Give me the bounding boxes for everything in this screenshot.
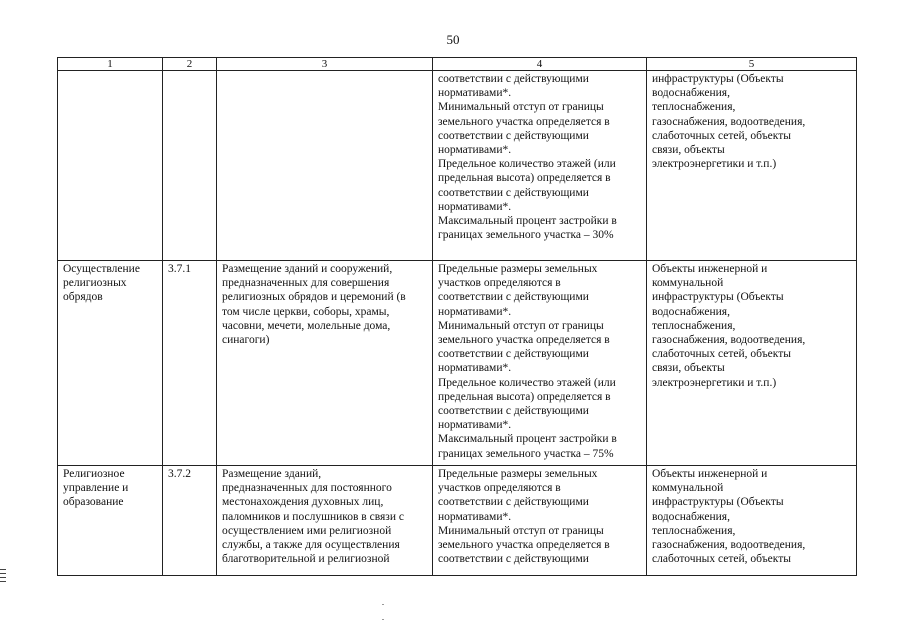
text-line: инфраструктуры (Объекты bbox=[652, 291, 784, 304]
page-number: 50 bbox=[446, 32, 460, 47]
text-line: нормативами*. bbox=[438, 305, 512, 318]
text-line: Минимальный отступ от границы bbox=[438, 101, 604, 114]
scan-speck bbox=[382, 604, 384, 605]
text-line: теплоснабжения, bbox=[652, 319, 736, 332]
use-description-cell bbox=[217, 466, 433, 576]
text-line: Предельные размеры земельных bbox=[438, 263, 598, 275]
text-line: Максимальный процент застройки в bbox=[438, 215, 617, 228]
use-name-cell bbox=[58, 466, 163, 576]
text-line: слаботочных сетей, объекты bbox=[652, 553, 791, 566]
text-line: коммунальной bbox=[652, 482, 724, 495]
text-line: участков определяются в bbox=[438, 482, 561, 495]
column-number-2: 2 bbox=[163, 58, 217, 71]
text-line: нормативами*. bbox=[438, 419, 512, 432]
text-line: слаботочных сетей, объекты bbox=[652, 129, 791, 142]
text-line: Максимальный процент застройки в bbox=[438, 433, 617, 446]
parameters-cell bbox=[433, 466, 647, 576]
text-line: предназначенных для совершения bbox=[222, 277, 390, 290]
text-line: Предельное количество этажей (или bbox=[438, 376, 616, 389]
text-line: паломников и послушников в связи с bbox=[222, 510, 404, 523]
table-header-row bbox=[58, 58, 857, 71]
column-number-4: 4 bbox=[433, 58, 647, 71]
text-line: Минимальный отступ от границы bbox=[438, 319, 604, 332]
use-description-cell bbox=[217, 261, 433, 466]
text-line: соответствии с действующими bbox=[438, 129, 589, 142]
text-line: земельного участка определяется в bbox=[438, 115, 610, 128]
text-line: границах земельного участка – 30% bbox=[438, 229, 614, 242]
text-line: коммунальной bbox=[652, 277, 724, 290]
text-line: земельного участка определяется в bbox=[438, 334, 610, 347]
use-name-cell bbox=[58, 261, 163, 466]
text-line: связи, объекты bbox=[652, 144, 725, 157]
use-description-cell bbox=[217, 71, 433, 261]
table-row bbox=[58, 261, 857, 466]
text-line: благотворительной и религиозной bbox=[222, 553, 390, 566]
text-line: Размещение зданий и сооружений, bbox=[222, 263, 393, 275]
text-line: нормативами*. bbox=[438, 87, 512, 100]
text-line: службы, а также для осуществления bbox=[222, 539, 400, 552]
text-line: религиозных bbox=[63, 277, 127, 290]
text-line: электроэнергетики и т.п.) bbox=[652, 158, 777, 171]
text-line: соответствии с действующими bbox=[438, 291, 589, 304]
text-line: водоснабжения, bbox=[652, 305, 730, 318]
text-line: часовни, мечети, молельные дома, bbox=[222, 319, 391, 332]
text-line: соответствии с действующими bbox=[438, 553, 589, 566]
parameters-cell bbox=[433, 261, 647, 466]
text-line: соответствии с действующими bbox=[438, 73, 589, 85]
text-line: инфраструктуры (Объекты bbox=[652, 73, 784, 85]
use-code-cell: 3.7.1 bbox=[163, 261, 217, 466]
text-line: нормативами*. bbox=[438, 362, 512, 375]
text-line: Размещение зданий, bbox=[222, 468, 322, 480]
text-line: местонахождения духовных лиц, bbox=[222, 496, 384, 509]
text-line: предельная высота) определяется в bbox=[438, 172, 611, 185]
table-row bbox=[58, 71, 857, 261]
text-line: предельная высота) определяется в bbox=[438, 390, 611, 403]
binding-margin-mark bbox=[0, 569, 6, 589]
text-line: газоснабжения, водоотведения, bbox=[652, 334, 806, 347]
text-line: связи, объекты bbox=[652, 362, 725, 375]
text-line: Предельные размеры земельных bbox=[438, 468, 598, 480]
text-line: Осуществление bbox=[63, 263, 140, 275]
text-line: Предельное количество этажей (или bbox=[438, 158, 616, 171]
column-number-1: 1 bbox=[58, 58, 163, 71]
use-code-cell: 3.7.2 bbox=[163, 466, 217, 576]
text-line: газоснабжения, водоотведения, bbox=[652, 539, 806, 552]
text-line: водоснабжения, bbox=[652, 87, 730, 100]
text-line: Объекты инженерной и bbox=[652, 468, 768, 480]
text-line: нормативами*. bbox=[438, 510, 512, 523]
permitted-objects-cell bbox=[647, 71, 857, 261]
text-line: предназначенных для постоянного bbox=[222, 482, 392, 495]
text-line: участков определяются в bbox=[438, 277, 561, 290]
text-line: религиозных обрядов и церемоний (в bbox=[222, 291, 406, 304]
use-code-cell bbox=[163, 71, 217, 261]
text-line: газоснабжения, водоотведения, bbox=[652, 115, 806, 128]
text-line: Религиозное bbox=[63, 468, 125, 480]
text-line: инфраструктуры (Объекты bbox=[652, 496, 784, 509]
zoning-table bbox=[57, 57, 857, 576]
table-row bbox=[58, 466, 857, 576]
text-line: нормативами*. bbox=[438, 144, 512, 157]
text-line: соответствии с действующими bbox=[438, 186, 589, 199]
use-name-cell bbox=[58, 71, 163, 261]
text-line: границах земельного участка – 75% bbox=[438, 447, 614, 460]
text-line: синагоги) bbox=[222, 334, 270, 347]
text-line: электроэнергетики и т.п.) bbox=[652, 376, 777, 389]
column-number-5: 5 bbox=[647, 58, 857, 71]
text-line: соответствии с действующими bbox=[438, 405, 589, 418]
column-number-3: 3 bbox=[217, 58, 433, 71]
text-line: слаботочных сетей, объекты bbox=[652, 348, 791, 361]
text-line: водоснабжения, bbox=[652, 510, 730, 523]
text-line: Объекты инженерной и bbox=[652, 263, 768, 275]
text-line: теплоснабжения, bbox=[652, 524, 736, 537]
text-line: управление и bbox=[63, 482, 129, 495]
parameters-cell bbox=[433, 71, 647, 261]
text-line: нормативами*. bbox=[438, 200, 512, 213]
text-line: том числе церкви, соборы, храмы, bbox=[222, 305, 390, 318]
scan-speck bbox=[382, 619, 384, 620]
text-line: соответствии с действующими bbox=[438, 348, 589, 361]
text-line: теплоснабжения, bbox=[652, 101, 736, 114]
permitted-objects-cell bbox=[647, 466, 857, 576]
permitted-objects-cell bbox=[647, 261, 857, 466]
text-line: соответствии с действующими bbox=[438, 496, 589, 509]
text-line: Минимальный отступ от границы bbox=[438, 524, 604, 537]
text-line: обрядов bbox=[63, 291, 103, 304]
text-line: осуществлением ими религиозной bbox=[222, 524, 392, 537]
text-line: образование bbox=[63, 496, 124, 509]
text-line: земельного участка определяется в bbox=[438, 539, 610, 552]
